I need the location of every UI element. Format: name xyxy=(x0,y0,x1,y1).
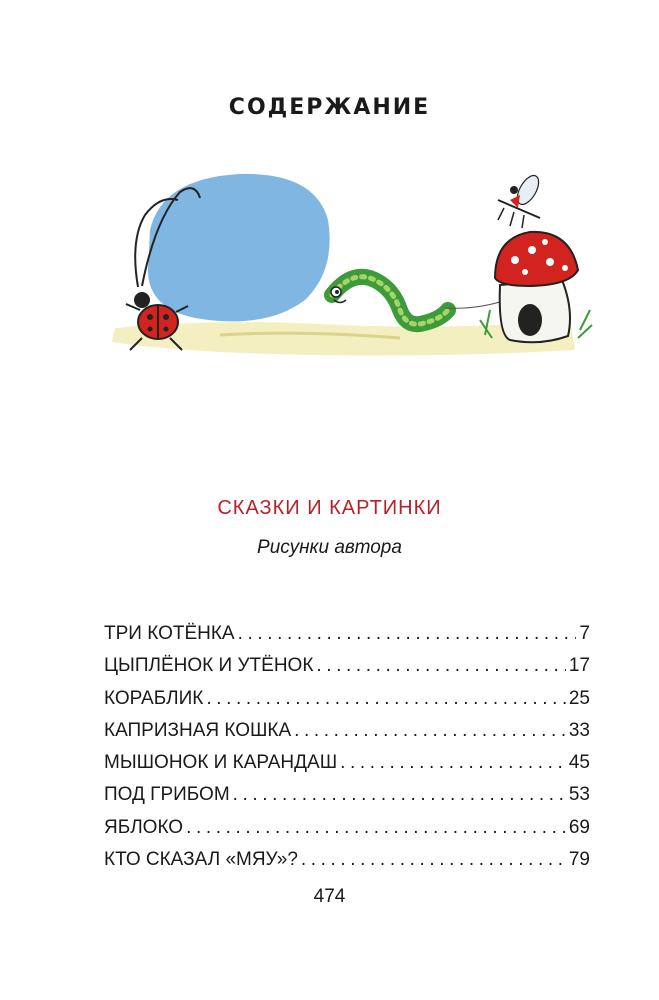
toc-entry[interactable] xyxy=(104,623,590,655)
toc-entry[interactable] xyxy=(104,720,590,752)
table-of-contents xyxy=(104,623,590,881)
toc-dot-leader xyxy=(186,817,566,839)
toc-entry[interactable] xyxy=(104,752,590,784)
toc-entry-title: МЫШОНОК И КАРАНДАШ xyxy=(104,752,338,774)
toc-entry-page: 17 xyxy=(568,655,590,677)
toc-dot-leader xyxy=(316,655,565,677)
toc-entry[interactable] xyxy=(104,784,590,816)
page-number: 474 xyxy=(313,886,346,907)
toc-entry-page: 79 xyxy=(568,849,590,871)
toc-entry-title: КОРАБЛИК xyxy=(104,687,204,709)
blue-blob xyxy=(148,174,330,322)
toc-dot-leader xyxy=(301,849,566,871)
toc-entry-page: 33 xyxy=(568,719,590,741)
toc-entry-title: ЦЫПЛЁНОК И УТЁНОК xyxy=(104,655,314,677)
toc-dot-leader xyxy=(206,688,565,710)
toc-entry-title: ПОД ГРИБОМ xyxy=(104,784,230,806)
toc-dot-leader xyxy=(233,784,566,806)
caterpillar-icon xyxy=(331,277,448,324)
toc-entry-title: ЯБЛОКО xyxy=(104,816,184,838)
toc-entry[interactable] xyxy=(104,817,590,849)
toc-entry[interactable] xyxy=(104,688,590,720)
toc-entry-title: КТО СКАЗАЛ «МЯУ»? xyxy=(104,849,298,871)
toc-dot-leader xyxy=(238,623,577,645)
section-subtitle: Рисунки автора xyxy=(257,537,402,558)
toc-entry-page: 7 xyxy=(579,623,590,644)
toc-dot-leader xyxy=(340,752,566,774)
toc-entry-page: 45 xyxy=(568,752,590,774)
page-heading: СОДЕРЖАНИЕ xyxy=(228,95,431,120)
toc-entry[interactable] xyxy=(104,849,590,881)
toc-entry-page: 69 xyxy=(568,816,590,838)
toc-entry-title: ТРИ КОТЁНКА xyxy=(104,623,235,644)
toc-entry[interactable] xyxy=(104,655,590,687)
toc-entry-title: КАПРИЗНАЯ КОШКА xyxy=(104,719,292,741)
toc-dot-leader xyxy=(294,720,566,742)
toc-entry-page: 53 xyxy=(568,784,590,806)
section-title: СКАЗКИ И КАРТИНКИ xyxy=(217,497,442,519)
toc-entry-page: 25 xyxy=(568,687,590,709)
illustration xyxy=(100,160,600,375)
mosquito-icon xyxy=(498,172,543,228)
